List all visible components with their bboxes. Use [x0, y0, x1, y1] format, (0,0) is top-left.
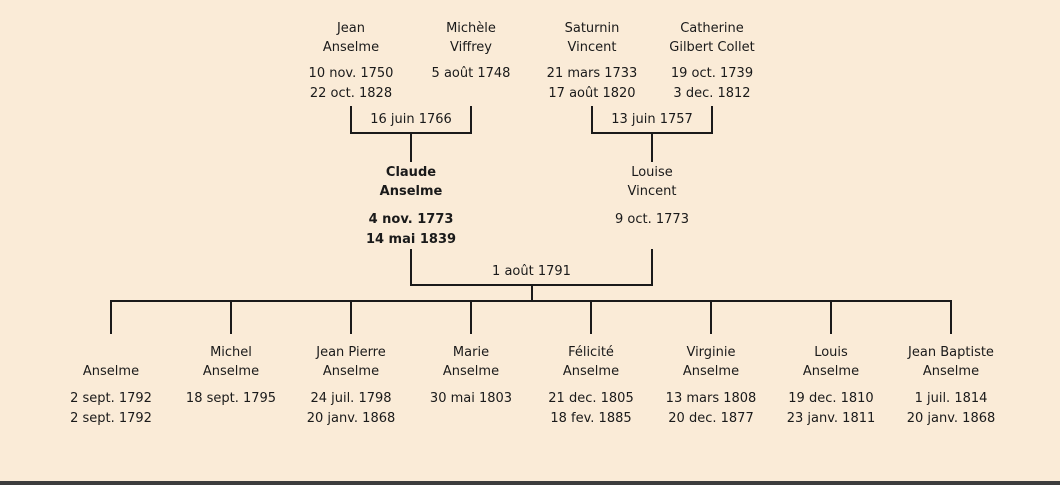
person-michele-viffrey[interactable] [432, 19, 511, 84]
person-surname: Anselme [202, 364, 260, 379]
person-birth-date: 10 nov. 1750 [308, 66, 394, 81]
person-birth-date: 4 nov. 1773 [368, 212, 454, 227]
person-jean-pierre-anselme[interactable] [307, 343, 396, 429]
person-surname: Anselme [802, 364, 860, 379]
person-surname: Vincent [627, 184, 677, 199]
person-surname: Viffrey [450, 40, 492, 55]
spacer [366, 201, 456, 210]
person-given-name: Michel [210, 345, 252, 360]
spacer [430, 381, 512, 389]
person-saturnin-vincent[interactable] [547, 19, 638, 104]
person-given-name: Louis [814, 345, 848, 360]
person-given-name: Jean Baptiste [908, 345, 994, 360]
person-given-name: Claude [385, 165, 437, 180]
child-drop-line [590, 300, 592, 334]
person-surname: Vincent [567, 40, 617, 55]
person-jean-anselme[interactable] [309, 19, 394, 104]
person-catherine-gilbert-collet[interactable] [669, 19, 754, 104]
person-virginie-anselme[interactable] [666, 343, 757, 429]
spacer [432, 57, 511, 64]
person-birth-date: 21 mars 1733 [546, 66, 638, 81]
person-birth-date: 2 sept. 1792 [70, 391, 152, 406]
person-birth-date: 5 août 1748 [431, 66, 511, 81]
person-death-date: 14 mai 1839 [365, 232, 457, 247]
person-surname: Anselme [322, 40, 380, 55]
person-birth-date: 9 oct. 1773 [615, 212, 689, 227]
child-drop-line [830, 300, 832, 334]
person-surname: Anselme [562, 364, 620, 379]
siblings-line [110, 300, 952, 302]
person-death-date: 2 sept. 1792 [70, 411, 152, 426]
person-death-date: 20 janv. 1868 [906, 411, 996, 426]
person-given-name: Michèle [446, 21, 496, 36]
person-jean-baptiste-anselme[interactable] [907, 343, 996, 429]
person-given-name: Saturnin [564, 21, 620, 36]
spacer [787, 381, 876, 389]
person-birth-date: 24 juil. 1798 [310, 391, 392, 406]
person-birth-date: 30 mai 1803 [429, 391, 513, 406]
person-louise-vincent[interactable] [615, 163, 689, 230]
person-michel-anselme[interactable] [186, 343, 276, 409]
person-given-name: Virginie [686, 345, 736, 360]
person-claude-anselme[interactable] [366, 163, 456, 250]
marriage-descent-line [410, 132, 412, 162]
person-given-name: Louise [631, 165, 673, 180]
person-death-date: 3 dec. 1812 [673, 86, 751, 101]
person-surname: Anselme [82, 364, 140, 379]
spacer [907, 381, 996, 389]
spacer [615, 201, 689, 210]
person-death-date: 20 janv. 1868 [306, 411, 396, 426]
spacer [548, 381, 633, 389]
person-given-name: Jean [336, 21, 366, 36]
marriage-left-line [350, 106, 352, 134]
spacer [309, 57, 394, 64]
marriage-date-label: 13 juin 1757 [611, 112, 693, 127]
person-marie-anselme[interactable] [430, 343, 512, 409]
person-given-name: Félicité [568, 345, 614, 360]
person-death-date: 23 janv. 1811 [786, 411, 876, 426]
person-death-date: 20 dec. 1877 [668, 411, 754, 426]
bottom-edge-bar [0, 481, 1060, 485]
child-drop-line [230, 300, 232, 334]
marriage-date-label: 1 août 1791 [492, 264, 571, 279]
child-drop-line [110, 300, 112, 334]
spacer [70, 381, 152, 389]
child-drop-line [470, 300, 472, 334]
person-birth-date: 18 sept. 1795 [185, 391, 277, 406]
marriage-right-line [651, 249, 653, 286]
person-death-date: 18 fev. 1885 [550, 411, 632, 426]
person-surname: Gilbert Collet [669, 40, 755, 55]
person-louis-anselme[interactable] [787, 343, 876, 429]
marriage-date-label: 16 juin 1766 [370, 112, 452, 127]
marriage-right-line [711, 106, 713, 134]
person-birth-date: 21 dec. 1805 [548, 391, 634, 406]
child-drop-line [710, 300, 712, 334]
person-anselme[interactable] [70, 343, 152, 429]
person-given-name [70, 343, 152, 362]
person-surname: Anselme [682, 364, 740, 379]
person-given-name: Catherine [680, 21, 744, 36]
marriage-descent-line [651, 132, 653, 162]
spacer [666, 381, 757, 389]
spacer [669, 57, 754, 64]
spacer [186, 381, 276, 389]
person-given-name: Jean Pierre [316, 345, 386, 360]
person-surname: Anselme [922, 364, 980, 379]
child-drop-line [950, 300, 952, 334]
person-surname: Anselme [322, 364, 380, 379]
child-drop-line [350, 300, 352, 334]
person-death-date: 17 août 1820 [548, 86, 636, 101]
person-given-name: Marie [452, 345, 490, 360]
marriage-left-line [410, 249, 412, 286]
spacer [307, 381, 396, 389]
person-birth-date: 13 mars 1808 [665, 391, 757, 406]
person-birth-date: 1 juil. 1814 [914, 391, 988, 406]
person-felicite-anselme[interactable] [548, 343, 633, 429]
spacer [547, 57, 638, 64]
person-surname: Anselme [442, 364, 500, 379]
person-birth-date: 19 dec. 1810 [788, 391, 874, 406]
person-death-date: 22 oct. 1828 [309, 86, 393, 101]
marriage-left-line [591, 106, 593, 134]
person-surname: Anselme [379, 184, 443, 199]
person-birth-date: 19 oct. 1739 [670, 66, 754, 81]
marriage-right-line [470, 106, 472, 134]
